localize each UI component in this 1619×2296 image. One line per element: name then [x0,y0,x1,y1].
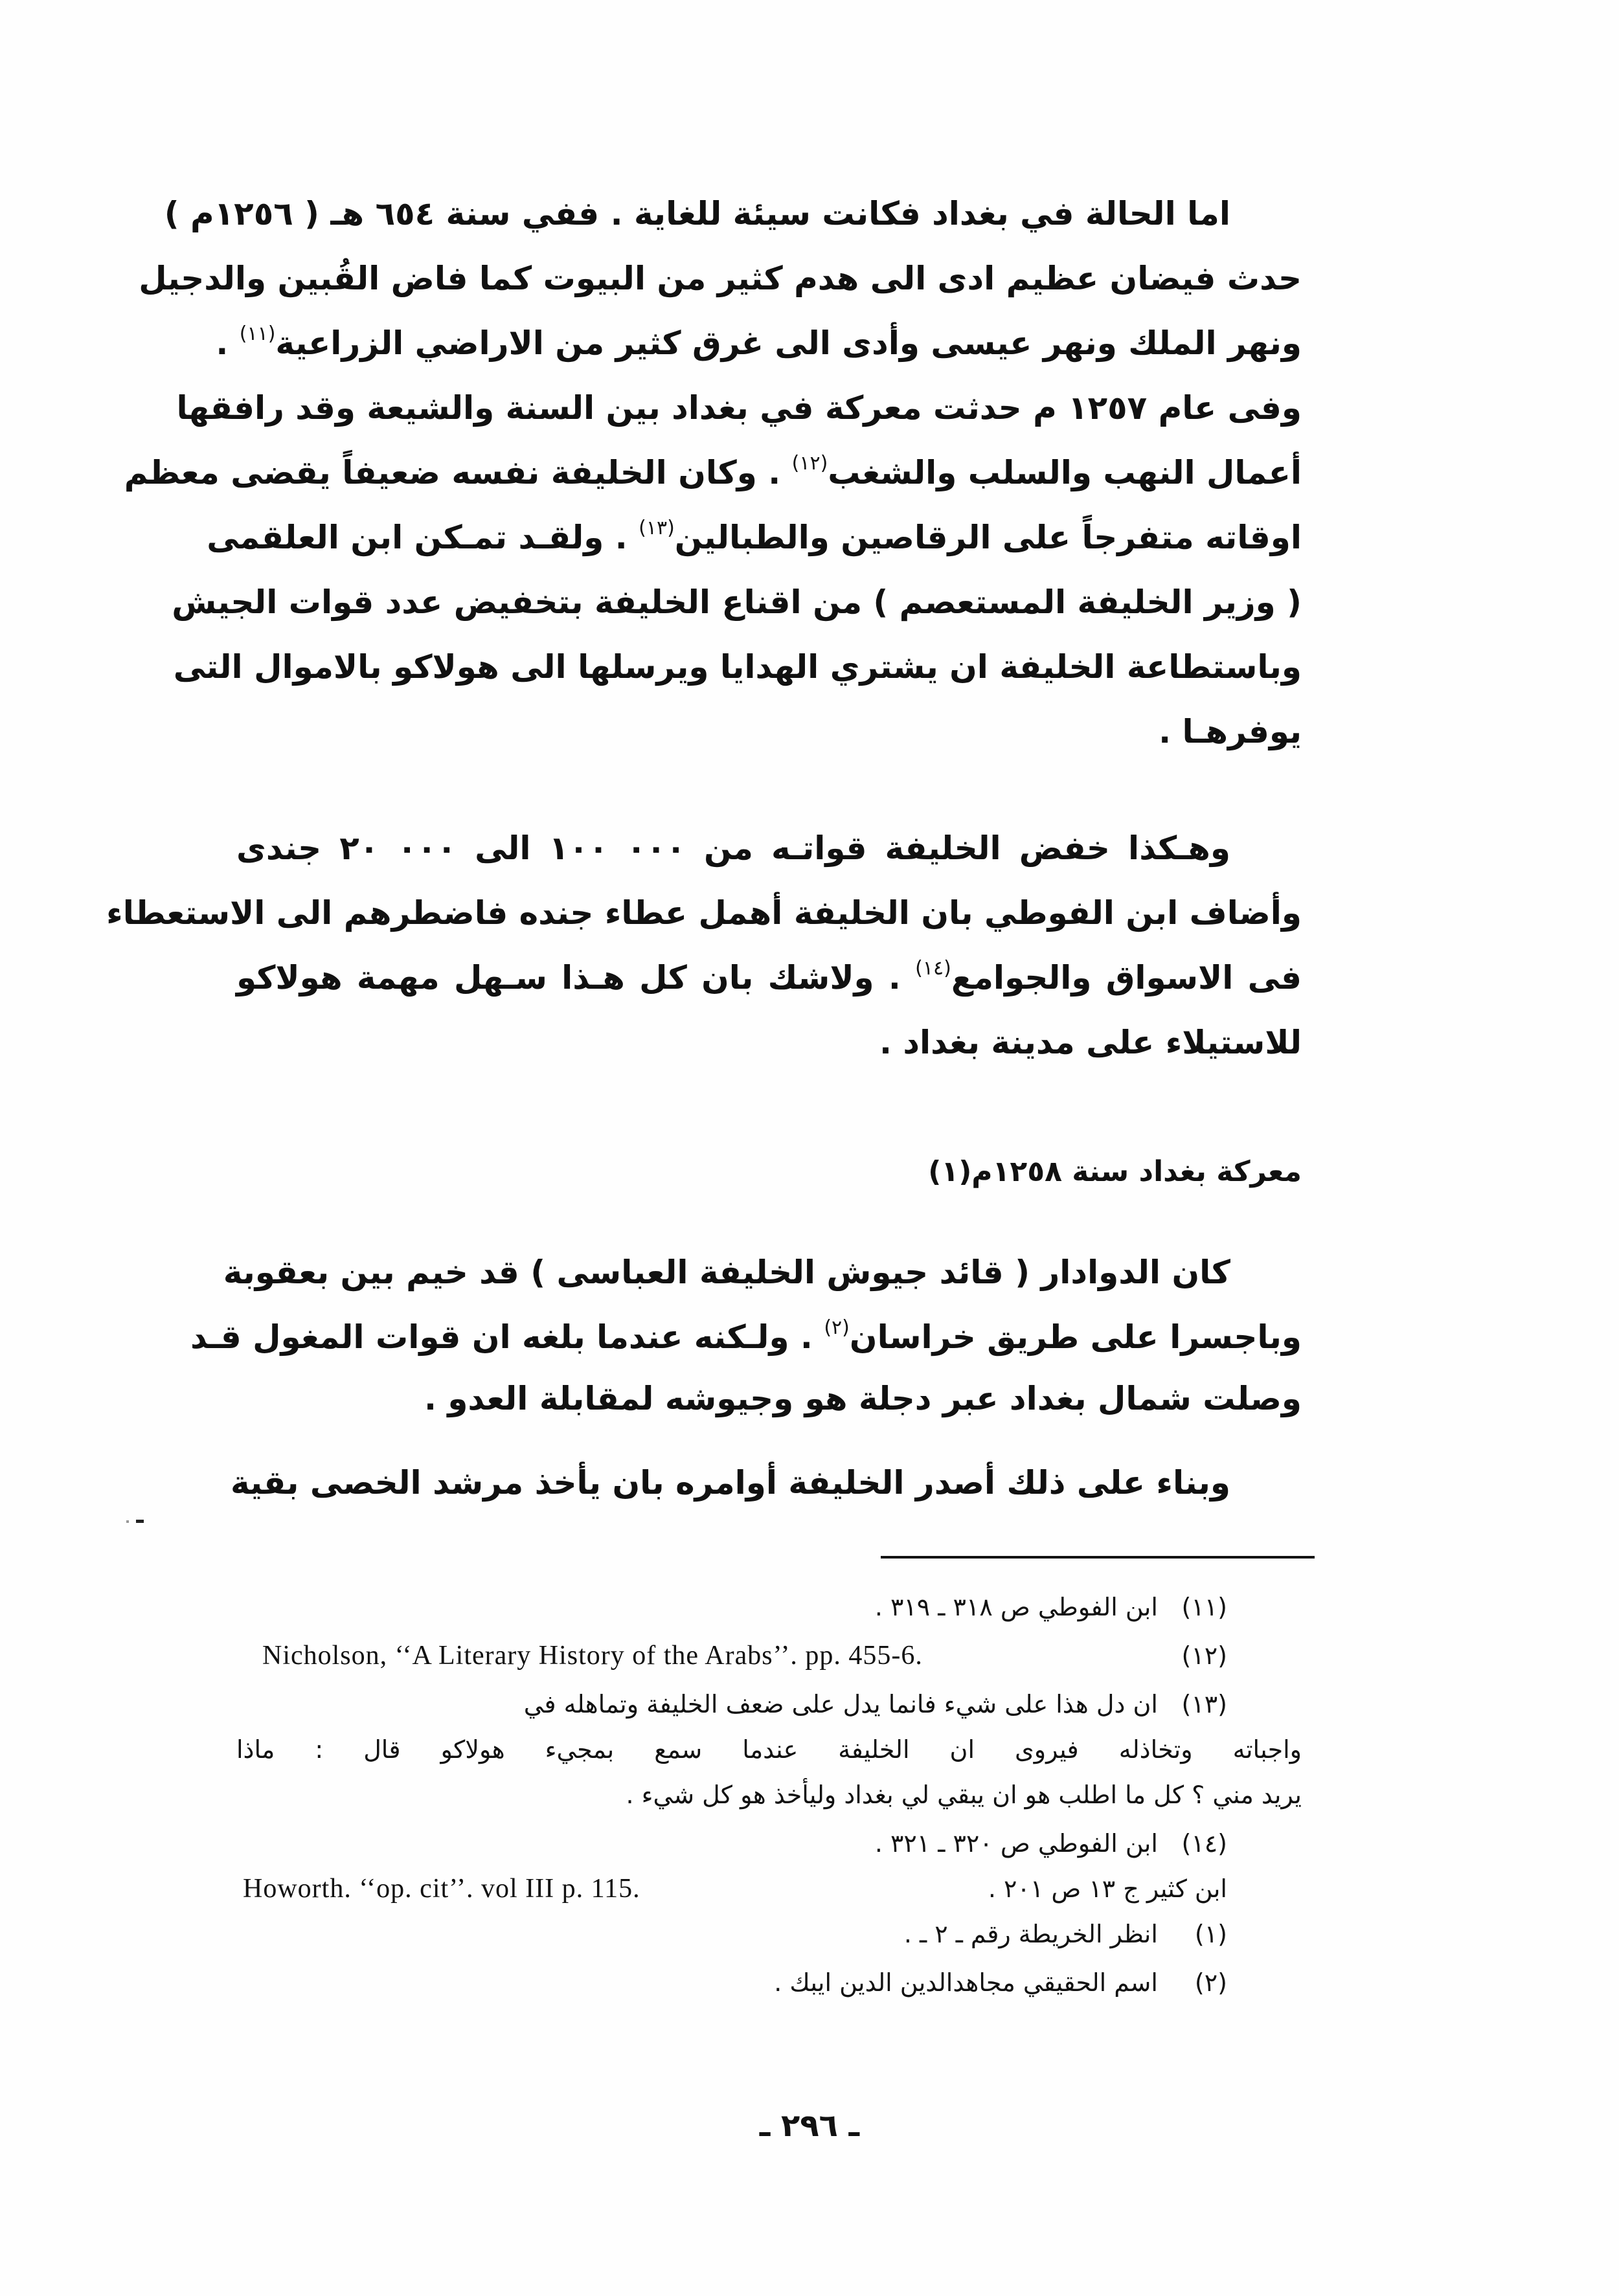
text-line: وبناء على ذلك أصدر الخليفة أوامره بان يأخذ مرشد الخصى بقية [230,1464,1230,1502]
footnote-text: انظر الخريطة رقم ـ ٢ ـ . [903,1920,1158,1948]
footnote-text: ابن الفوطي ص ٣٢٠ ـ ٣٢١ . [874,1829,1158,1858]
scan-speck [136,1520,144,1523]
section-heading-block [236,1143,1302,1201]
text-span: اوقاته متفرجاً على الرقاصين والطبالين [674,519,1302,556]
footnote-ref-13: (١٣) [639,517,675,539]
footnote-ref-14: (١٤) [915,957,951,980]
text-line [124,440,1302,505]
text-line [207,505,1302,570]
footnote-text-latin: Howorth. ‘‘op. cit’’. vol III p. 115. [243,1874,640,1904]
footnote-number: (١) [1194,1920,1227,1948]
footnote-number: (١٢) [1181,1641,1227,1670]
text-span: فى الاسواق والجوامع [951,959,1302,996]
text-line: ( وزير الخليفة المستعصم ) من اقناع الخليفة بتخفيض عدد قوات الجيش [172,583,1302,621]
footnote-text: ان دل هذا على شيء فانما يدل على ضعف الخليفة وتماهله في [523,1690,1158,1718]
text-line: وأضاف ابن الفوطي بان الخليفة أهمل عطاء جنده فاضطرهم الى الاستعطاء [106,894,1302,932]
footnote-ref-11: (١١) [239,322,276,345]
footnote-text: اسم الحقيقي مجاهدالدين الدين ايبك . [774,1968,1158,1997]
text-span: ونهر الملك ونهر عيسى وأدى الى غرق كثير من الاراضي الزراعية [275,324,1302,362]
text-line: للاستيلاء على مدينة بغداد . [879,1024,1302,1061]
text-line: وباستطاعة الخليفة ان يشتري الهدايا ويرسلها الى هولاكو بالاموال التى [173,648,1302,686]
text-span: . [216,324,240,362]
footnote-number: (١٣) [1181,1690,1227,1718]
text-line: وفى عام ١٢٥٧ م حدثت معركة في بغداد بين السنة والشيعة وقد رافقها [176,389,1302,427]
text-line: اما الحالة في بغداد فكانت سيئة للغاية . ففي سنة ٦٥٤ هـ ( ١٢٥٦م ) [164,195,1230,232]
footnote-separator [881,1556,1315,1559]
text-line [216,311,1302,376]
text-line [236,945,1302,1010]
footnote-1 [236,1910,1227,1959]
footnote-11 [236,1583,1227,1632]
footnote-13 [236,1680,1227,1729]
footnote-text: ابن الفوطي ص ٣١٨ ـ ٣١٩ . [874,1593,1158,1621]
scan-speck [126,1520,129,1523]
footnote-text: Nicholson, ‘‘A Literary History of the Arabs’’. pp. 455-6. [262,1641,923,1671]
text-span: . ولـكنه عندما بلغه ان قوات المغول قـد [190,1318,824,1356]
footnote-number: (١١) [1181,1593,1227,1621]
page-number: ـ ٢٩٦ ـ [759,2108,860,2144]
footnote-14 [236,1819,1227,1868]
footnote-13-cont: يريد مني ؟ كل ما اطلب هو ان يبقي لي بغداد وليأخذ هو كل شيء . [626,1781,1302,1809]
text-span: أعمال النهب والسلب والشغب [828,454,1302,491]
text-span: . ولاشك بان كل هـذا سـهل مهمة هولاكو [236,959,916,996]
text-span: وباجسرا على طريق خراسان [849,1318,1302,1356]
footnote-14-cont [236,1865,1227,1913]
text-line: وصلت شمال بغداد عبر دجلة هو وجيوشه لمقابلة العدو . [424,1380,1302,1417]
footnote-2 [236,1959,1227,2007]
text-line: كان الدوادار ( قائد جيوش الخليفة العباسى ) قد خيم بين بعقوبة [223,1254,1230,1291]
text-span: . وكان الخليفة نفسه ضعيفاً يقضى معظم [124,454,792,491]
footnote-12 [236,1632,1227,1680]
section-heading: معركة بغداد سنة ١٢٥٨م(١) [928,1155,1302,1188]
footnote-ref-12: (١٢) [791,452,828,475]
footnote-text: ابن كثير ج ١٣ ص ٢٠١ . [988,1874,1227,1903]
text-line [190,1305,1302,1369]
footnote-number: (٢) [1194,1968,1227,1997]
footnote-13-cont: واجباته وتخاذله فيروى ان الخليفة عندما سمع بمجيء هولاكو قال : ماذا [236,1735,1302,1764]
text-line: حدث فيضان عظيم ادى الى هدم كثير من البيوت كما فاض القُبين والدجيل [139,260,1302,297]
text-span: . ولقـد تمـكن ابن العلقمى [207,519,639,556]
text-line: يوفرهـا . [1159,713,1302,750]
footnote-ref-2: (٢) [824,1316,850,1339]
text-line: وهـكذا خفض الخليفة قواتـه من ٠٠٠ ١٠٠ الى ٠٠٠ ٢٠ جندى [236,829,1230,867]
footnote-number: (١٤) [1181,1829,1227,1858]
